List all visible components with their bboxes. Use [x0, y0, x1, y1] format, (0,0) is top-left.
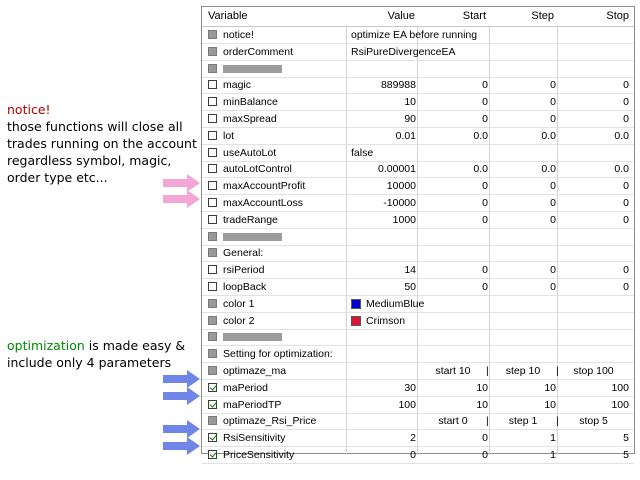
header-stop[interactable]: Stop [606, 10, 629, 22]
optimization-annotation [7, 337, 185, 371]
optimization-word: optimization [7, 338, 85, 353]
row-checkbox[interactable] [208, 148, 217, 157]
param-start[interactable]: 0 [482, 180, 488, 193]
param-value[interactable]: 10 [404, 96, 416, 109]
row-checkbox[interactable] [208, 181, 217, 190]
param-row[interactable] [202, 430, 634, 447]
param-start[interactable]: 10 [476, 398, 488, 411]
param-step[interactable]: 0 [550, 96, 556, 109]
header-step[interactable]: Step [531, 10, 554, 22]
param-start: start 10 [435, 365, 471, 377]
param-name: maxAccountLoss [223, 197, 303, 209]
row-checkbox[interactable] [208, 47, 217, 56]
param-step[interactable]: 0 [550, 113, 556, 125]
row-checkbox[interactable] [208, 349, 217, 358]
param-stop[interactable]: 0 [623, 197, 629, 209]
param-step[interactable]: 1 [550, 449, 556, 461]
param-stop[interactable]: 100 [611, 381, 629, 394]
row-checkbox[interactable] [208, 265, 217, 274]
sub-separator: | [556, 415, 559, 428]
optimization-line-2: include only 4 parameters [7, 355, 172, 370]
param-step[interactable]: 10 [544, 381, 556, 394]
param-row[interactable] [202, 397, 634, 414]
param-row[interactable] [202, 77, 634, 94]
param-step[interactable]: 0 [550, 281, 556, 293]
param-stop: stop 5 [579, 415, 608, 428]
param-name: magic [223, 79, 252, 92]
param-start[interactable]: 0 [482, 113, 488, 125]
param-stop[interactable]: 0 [623, 180, 629, 193]
param-row[interactable] [202, 195, 634, 212]
color-swatch [351, 299, 361, 309]
param-start[interactable]: 0 [482, 197, 488, 209]
param-row[interactable] [202, 296, 634, 313]
param-row[interactable] [202, 94, 634, 111]
row-checkbox[interactable] [208, 400, 217, 409]
param-value[interactable]: false [351, 146, 374, 159]
header-start[interactable]: Start [462, 10, 486, 22]
header-variable[interactable]: Variable [208, 10, 248, 22]
param-start[interactable]: 0 [482, 264, 488, 277]
param-row[interactable] [202, 245, 634, 262]
param-row[interactable] [202, 44, 634, 61]
blue-arrow-icon [163, 420, 201, 438]
param-name: optimaze_Rsi_Price [223, 415, 317, 428]
param-row[interactable] [202, 161, 634, 178]
param-name: autoLotControl [223, 163, 292, 176]
param-stop[interactable]: 0.0 [614, 129, 629, 142]
notice-line: those functions will close all [7, 119, 183, 134]
row-checkbox[interactable] [208, 164, 217, 173]
param-step[interactable]: 0.0 [541, 129, 556, 142]
param-stop[interactable]: 0 [623, 264, 629, 277]
param-row[interactable] [202, 27, 634, 44]
param-value[interactable]: 0.00001 [378, 163, 416, 176]
param-stop[interactable]: 100 [611, 398, 629, 411]
param-name: orderComment [223, 45, 294, 58]
param-start[interactable]: 0.0 [473, 129, 488, 142]
row-divider [202, 463, 634, 464]
param-row[interactable] [202, 279, 634, 296]
row-checkbox[interactable] [208, 114, 217, 123]
row-checkbox[interactable] [208, 433, 217, 442]
param-value[interactable]: 90 [404, 113, 416, 125]
param-value[interactable]: 50 [404, 281, 416, 293]
param-name: lot [223, 129, 235, 142]
param-stop[interactable]: 0 [623, 113, 629, 125]
param-stop[interactable]: 0.0 [614, 163, 629, 176]
color-name[interactable]: MediumBlue [366, 297, 425, 310]
param-start[interactable]: 0 [482, 79, 488, 92]
blue-arrow-icon [163, 387, 201, 405]
param-value[interactable]: 100 [398, 398, 416, 411]
param-stop[interactable]: 0 [623, 96, 629, 109]
param-row[interactable] [202, 111, 634, 128]
param-step[interactable]: 0 [550, 197, 556, 209]
param-name: maxAccountProfit [223, 180, 306, 193]
param-name: maxSpread [223, 113, 277, 125]
notice-line: regardless symbol, magic, [7, 153, 172, 168]
param-stop[interactable]: 5 [623, 432, 629, 445]
param-row[interactable] [202, 346, 634, 363]
grid-header [202, 7, 634, 27]
color-swatch [351, 316, 361, 326]
param-stop[interactable]: 0 [623, 281, 629, 293]
separator-bar [223, 65, 282, 73]
param-step[interactable]: 10 [544, 398, 556, 411]
param-value[interactable]: RsiPureDivergenceEA [351, 45, 456, 58]
param-name: color 2 [223, 314, 255, 327]
row-checkbox[interactable] [208, 198, 217, 207]
param-start: start 0 [438, 415, 468, 428]
param-step: step 1 [508, 415, 538, 428]
row-checkbox[interactable] [208, 416, 217, 425]
param-value[interactable]: 889988 [380, 79, 416, 92]
separator-bar [223, 233, 282, 241]
param-start[interactable]: 0 [482, 432, 488, 445]
param-name: Setting for optimization: [223, 348, 333, 361]
param-value[interactable]: optimize EA before running [351, 29, 478, 41]
param-row[interactable] [202, 262, 634, 279]
param-name: color 1 [223, 297, 255, 310]
row-checkbox[interactable] [208, 316, 217, 325]
param-step[interactable]: 0.0 [541, 163, 556, 176]
row-checkbox[interactable] [208, 299, 217, 308]
sub-separator: | [486, 415, 489, 428]
notice-line: trades running on the account [7, 136, 197, 151]
param-name: maPeriod [223, 381, 268, 394]
param-name: PriceSensitivity [223, 449, 295, 461]
param-row[interactable] [202, 229, 634, 246]
param-value[interactable]: -10000 [383, 197, 416, 209]
param-name: useAutoLot [223, 146, 277, 159]
param-row[interactable] [202, 128, 634, 145]
row-checkbox[interactable] [208, 248, 217, 257]
param-value[interactable]: 30 [404, 381, 416, 394]
param-stop[interactable]: 0 [623, 213, 629, 226]
row-checkbox[interactable] [208, 215, 217, 224]
row-checkbox[interactable] [208, 282, 217, 291]
row-checkbox[interactable] [208, 80, 217, 89]
param-step[interactable]: 0 [550, 180, 556, 193]
row-checkbox[interactable] [208, 131, 217, 140]
param-name: optimaze_ma [223, 365, 287, 377]
notice-line: order type etc... [7, 170, 108, 185]
row-checkbox[interactable] [208, 232, 217, 241]
sub-separator: | [556, 365, 559, 377]
param-start[interactable]: 0 [482, 449, 488, 461]
param-value[interactable]: 14 [404, 264, 416, 277]
param-value[interactable]: 0.01 [395, 129, 416, 142]
param-row[interactable] [202, 313, 634, 330]
param-row[interactable] [202, 178, 634, 195]
param-name: RsiSensitivity [223, 432, 286, 445]
header-value[interactable]: Value [387, 10, 415, 22]
param-value[interactable]: 10000 [386, 180, 416, 193]
param-step[interactable]: 0 [550, 213, 556, 226]
color-name[interactable]: Crimson [366, 314, 406, 327]
row-checkbox[interactable] [208, 366, 217, 375]
param-name: rsiPeriod [223, 264, 265, 277]
row-checkbox[interactable] [208, 97, 217, 106]
inputs-grid [201, 6, 635, 461]
optimization-line-1-rest: is made easy & [84, 338, 186, 353]
param-row[interactable] [202, 380, 634, 397]
param-start[interactable]: 10 [476, 381, 488, 394]
param-value[interactable]: 1000 [392, 213, 416, 226]
param-row[interactable] [202, 413, 634, 430]
row-checkbox[interactable] [208, 30, 217, 39]
notice-heading: notice! [7, 102, 51, 117]
param-start[interactable]: 0 [482, 96, 488, 109]
separator-bar [223, 333, 282, 341]
row-checkbox[interactable] [208, 383, 217, 392]
param-value[interactable]: 0 [410, 449, 416, 461]
param-row[interactable] [202, 363, 634, 380]
param-value[interactable]: 2 [410, 432, 416, 445]
param-stop[interactable]: 5 [623, 449, 629, 461]
param-stop[interactable]: 0 [623, 79, 629, 92]
param-start[interactable]: 0 [482, 281, 488, 293]
param-row[interactable] [202, 329, 634, 346]
param-name: tradeRange [223, 213, 278, 226]
param-row[interactable] [202, 447, 634, 464]
param-name: minBalance [223, 96, 278, 109]
sub-separator: | [486, 365, 489, 377]
param-start[interactable]: 0.0 [473, 163, 488, 176]
pink-arrow-icon [163, 190, 201, 208]
param-step[interactable]: 0 [550, 79, 556, 92]
param-start[interactable]: 0 [482, 213, 488, 226]
row-checkbox[interactable] [208, 332, 217, 341]
param-step[interactable]: 0 [550, 264, 556, 277]
blue-arrow-icon [163, 437, 201, 455]
param-row[interactable] [202, 61, 634, 78]
param-name: maPeriodTP [223, 398, 282, 411]
param-stop: stop 100 [573, 365, 614, 377]
blue-arrow-icon [163, 370, 201, 388]
param-name: General: [223, 247, 264, 260]
param-name: notice! [223, 29, 254, 41]
row-checkbox[interactable] [208, 64, 217, 73]
param-name: loopBack [223, 281, 267, 293]
param-row[interactable] [202, 212, 634, 229]
param-step[interactable]: 1 [550, 432, 556, 445]
row-checkbox[interactable] [208, 450, 217, 459]
param-row[interactable] [202, 145, 634, 162]
param-step: step 10 [505, 365, 541, 377]
optimization-line-1 [7, 337, 185, 354]
